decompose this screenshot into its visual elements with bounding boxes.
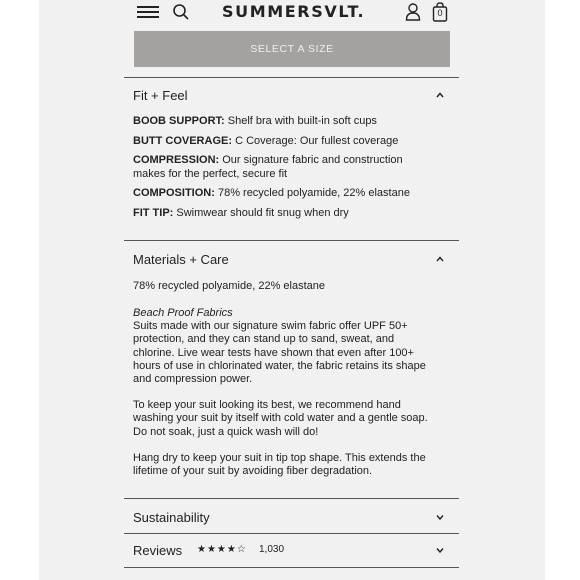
materials-care-header[interactable]	[124, 247, 459, 273]
section-title: Materials + Care	[133, 252, 229, 267]
shopping-bag-icon[interactable]	[432, 2, 448, 22]
spec-label: FIT TIP:	[133, 206, 174, 219]
section-title: Reviews	[133, 543, 183, 558]
section-divider	[124, 240, 459, 241]
spec-row	[133, 207, 433, 221]
sustainability-header[interactable]	[124, 505, 459, 531]
fabric-paragraph	[133, 307, 433, 386]
wash-paragraph: To keep your suit looking its best, we recommend hand washing your suit by itself with cold water and a gentle soap. Do not soak, just a quick wash will do!	[133, 399, 428, 438]
spec-row	[133, 154, 433, 181]
spec-value: Shelf bra with built-in soft cups	[227, 115, 377, 127]
product-details-panel	[39, 0, 545, 580]
review-count: 1,030	[259, 544, 285, 555]
spec-label: COMPOSITION:	[133, 187, 215, 199]
reviews-header[interactable]	[124, 538, 459, 564]
fabric-heading: Beach Proof Fabrics	[133, 307, 233, 319]
search-icon[interactable]	[172, 3, 190, 21]
section-divider	[124, 567, 459, 568]
fabric-text: Suits made with our signature swim fabric offer UPF 50+ protection, and they can stand up to sand, sweat, and chlorine. Live wear tests have shown that even after 100+ hours of use in chlorinated water, the fabric retains its shape and compression power.	[133, 320, 426, 386]
brand-logo[interactable]: SUMMERSVLT.	[222, 2, 366, 21]
site-header	[39, 0, 545, 24]
cart-count: 0	[437, 8, 443, 18]
section-title: Sustainability	[133, 510, 210, 525]
materials-care-body	[133, 307, 433, 491]
spec-label: BUTT COVERAGE:	[133, 134, 232, 147]
section-divider	[124, 498, 459, 499]
fit-feel-header[interactable]	[124, 83, 459, 109]
section-divider	[124, 77, 459, 78]
section-title: Fit + Feel	[133, 88, 188, 103]
fit-feel-specs	[133, 115, 433, 226]
select-size-button[interactable]: SELECT A SIZE	[134, 31, 450, 67]
spec-value: Our signature fabric and construction makes for the perfect, secure fit	[133, 154, 403, 180]
chevron-up-icon[interactable]	[435, 91, 445, 99]
spec-row	[133, 135, 433, 149]
spec-value: 78% recycled polyamide, 22% elastane	[217, 187, 410, 199]
spec-label: COMPRESSION:	[133, 154, 220, 166]
spec-label: BOOB SUPPORT:	[133, 115, 225, 127]
spec-value: Swimwear should fit snug when dry	[176, 206, 349, 219]
spec-value: C Coverage: Our fullest coverage	[235, 134, 399, 147]
menu-icon[interactable]	[137, 6, 159, 18]
section-divider	[124, 533, 459, 534]
rating-stars: ★★★★☆	[197, 544, 247, 555]
spec-row	[133, 115, 433, 129]
chevron-down-icon[interactable]	[435, 513, 445, 521]
materials-summary: 78% recycled polyamide, 22% elastane	[133, 280, 326, 292]
chevron-down-icon[interactable]	[435, 546, 445, 554]
account-icon[interactable]	[405, 3, 421, 21]
dry-paragraph: Hang dry to keep your suit in tip top shape. This extends the lifetime of your suit by avoiding fiber degradation.	[133, 451, 426, 478]
chevron-up-icon[interactable]	[435, 255, 445, 263]
spec-row	[133, 187, 433, 201]
